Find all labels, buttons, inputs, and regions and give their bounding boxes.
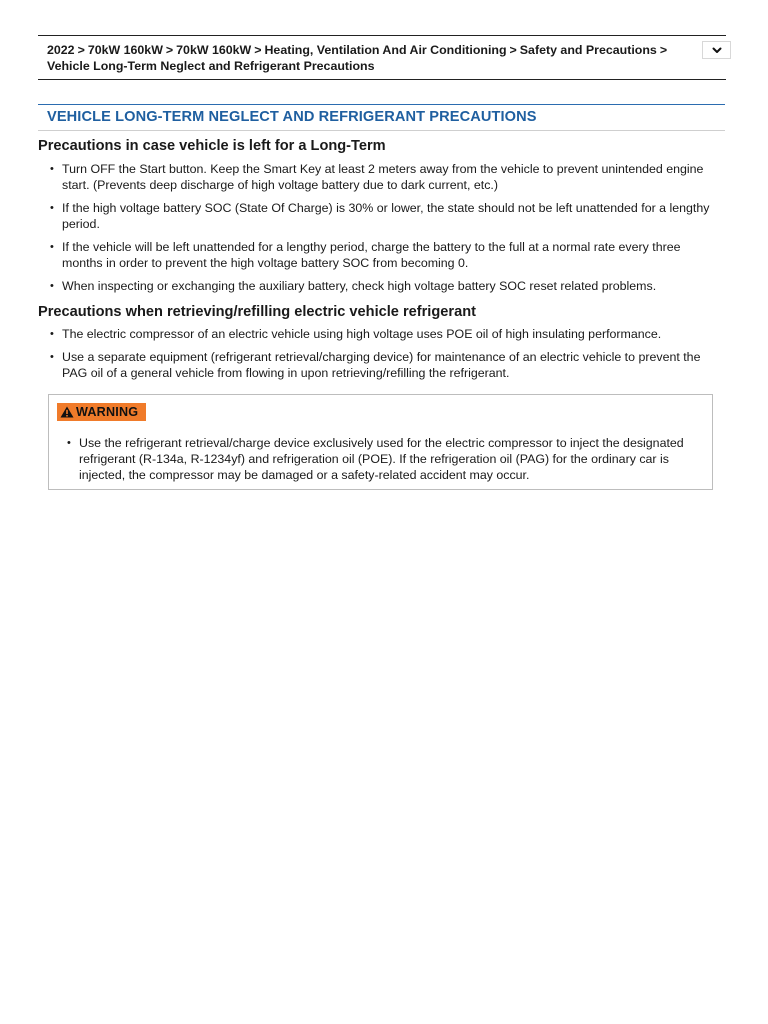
breadcrumb-separator: > [254,43,262,57]
list-item: • Turn OFF the Start button. Keep the Smart Key at least 2 meters away from the vehicle to prevent unintended engine start. (Prevents deep discharge of high voltage battery due to dark current, etc.) [50,161,722,193]
breadcrumb-separator: > [509,43,517,57]
breadcrumb-item-year[interactable]: 2022 [47,43,75,57]
breadcrumb-item-safety[interactable]: Safety and Precautions [519,43,657,57]
long-term-list [50,161,722,301]
chevron-down-icon [712,47,722,54]
breadcrumb-item-hvac[interactable]: Heating, Ventilation And Air Conditioning [264,43,507,57]
refrigerant-list [50,326,722,388]
long-term-heading: Precautions in case vehicle is left for a Long-Term [38,138,386,154]
breadcrumb-separator: > [77,43,85,57]
section-header [38,104,725,131]
warning-list [67,435,697,483]
refrigerant-heading: Precautions when retrieving/refilling electric vehicle refrigerant [38,304,476,320]
breadcrumb [47,43,687,74]
list-item: • If the high voltage battery SOC (State Of Charge) is 30% or lower, the state should not be left unattended for a lengthy period. [50,200,722,232]
breadcrumb-item-engine-variant[interactable]: 70kW 160kW [176,43,252,57]
breadcrumb-separator: > [659,43,668,57]
warning-label: WARNING [76,405,139,419]
breadcrumb-toggle-button[interactable] [702,41,731,59]
breadcrumb-item-current: Vehicle Long-Term Neglect and Refrigerant Precautions [47,58,375,73]
breadcrumb-separator: > [165,43,174,57]
list-item: • When inspecting or exchanging the auxiliary battery, check high voltage battery SOC reset related problems. [50,278,722,294]
list-item: • Use a separate equipment (refrigerant retrieval/charging device) for maintenance of an electric vehicle to prevent the PAG oil of a general vehicle from flowing in upon retrieving/refilling the refrigerant. [50,349,722,381]
warning-triangle-icon [60,406,74,418]
list-item: • The electric compressor of an electric vehicle using high voltage uses POE oil of high insulating performance. [50,326,722,342]
breadcrumb-item-engine[interactable]: 70kW 160kW [87,43,163,57]
list-item: • Use the refrigerant retrieval/charge device exclusively used for the electric compressor to inject the designated refrigerant (R-134a, R-1234yf) and refrigeration oil (POE). If the refrigeration oil (PAG) for the ordinary car is injected, the compressor may be damaged or a safety-related accident may occur. [67,435,697,483]
list-item: • If the vehicle will be left unattended for a lengthy period, charge the battery to the full at a normal rate every three months in order to prevent the high voltage battery SOC from becoming 0. [50,239,722,271]
warning-badge [57,403,146,421]
breadcrumb-bar [38,35,726,80]
page-title: VEHICLE LONG-TERM NEGLECT AND REFRIGERANT PRECAUTIONS [47,109,537,125]
warning-box [48,394,713,490]
